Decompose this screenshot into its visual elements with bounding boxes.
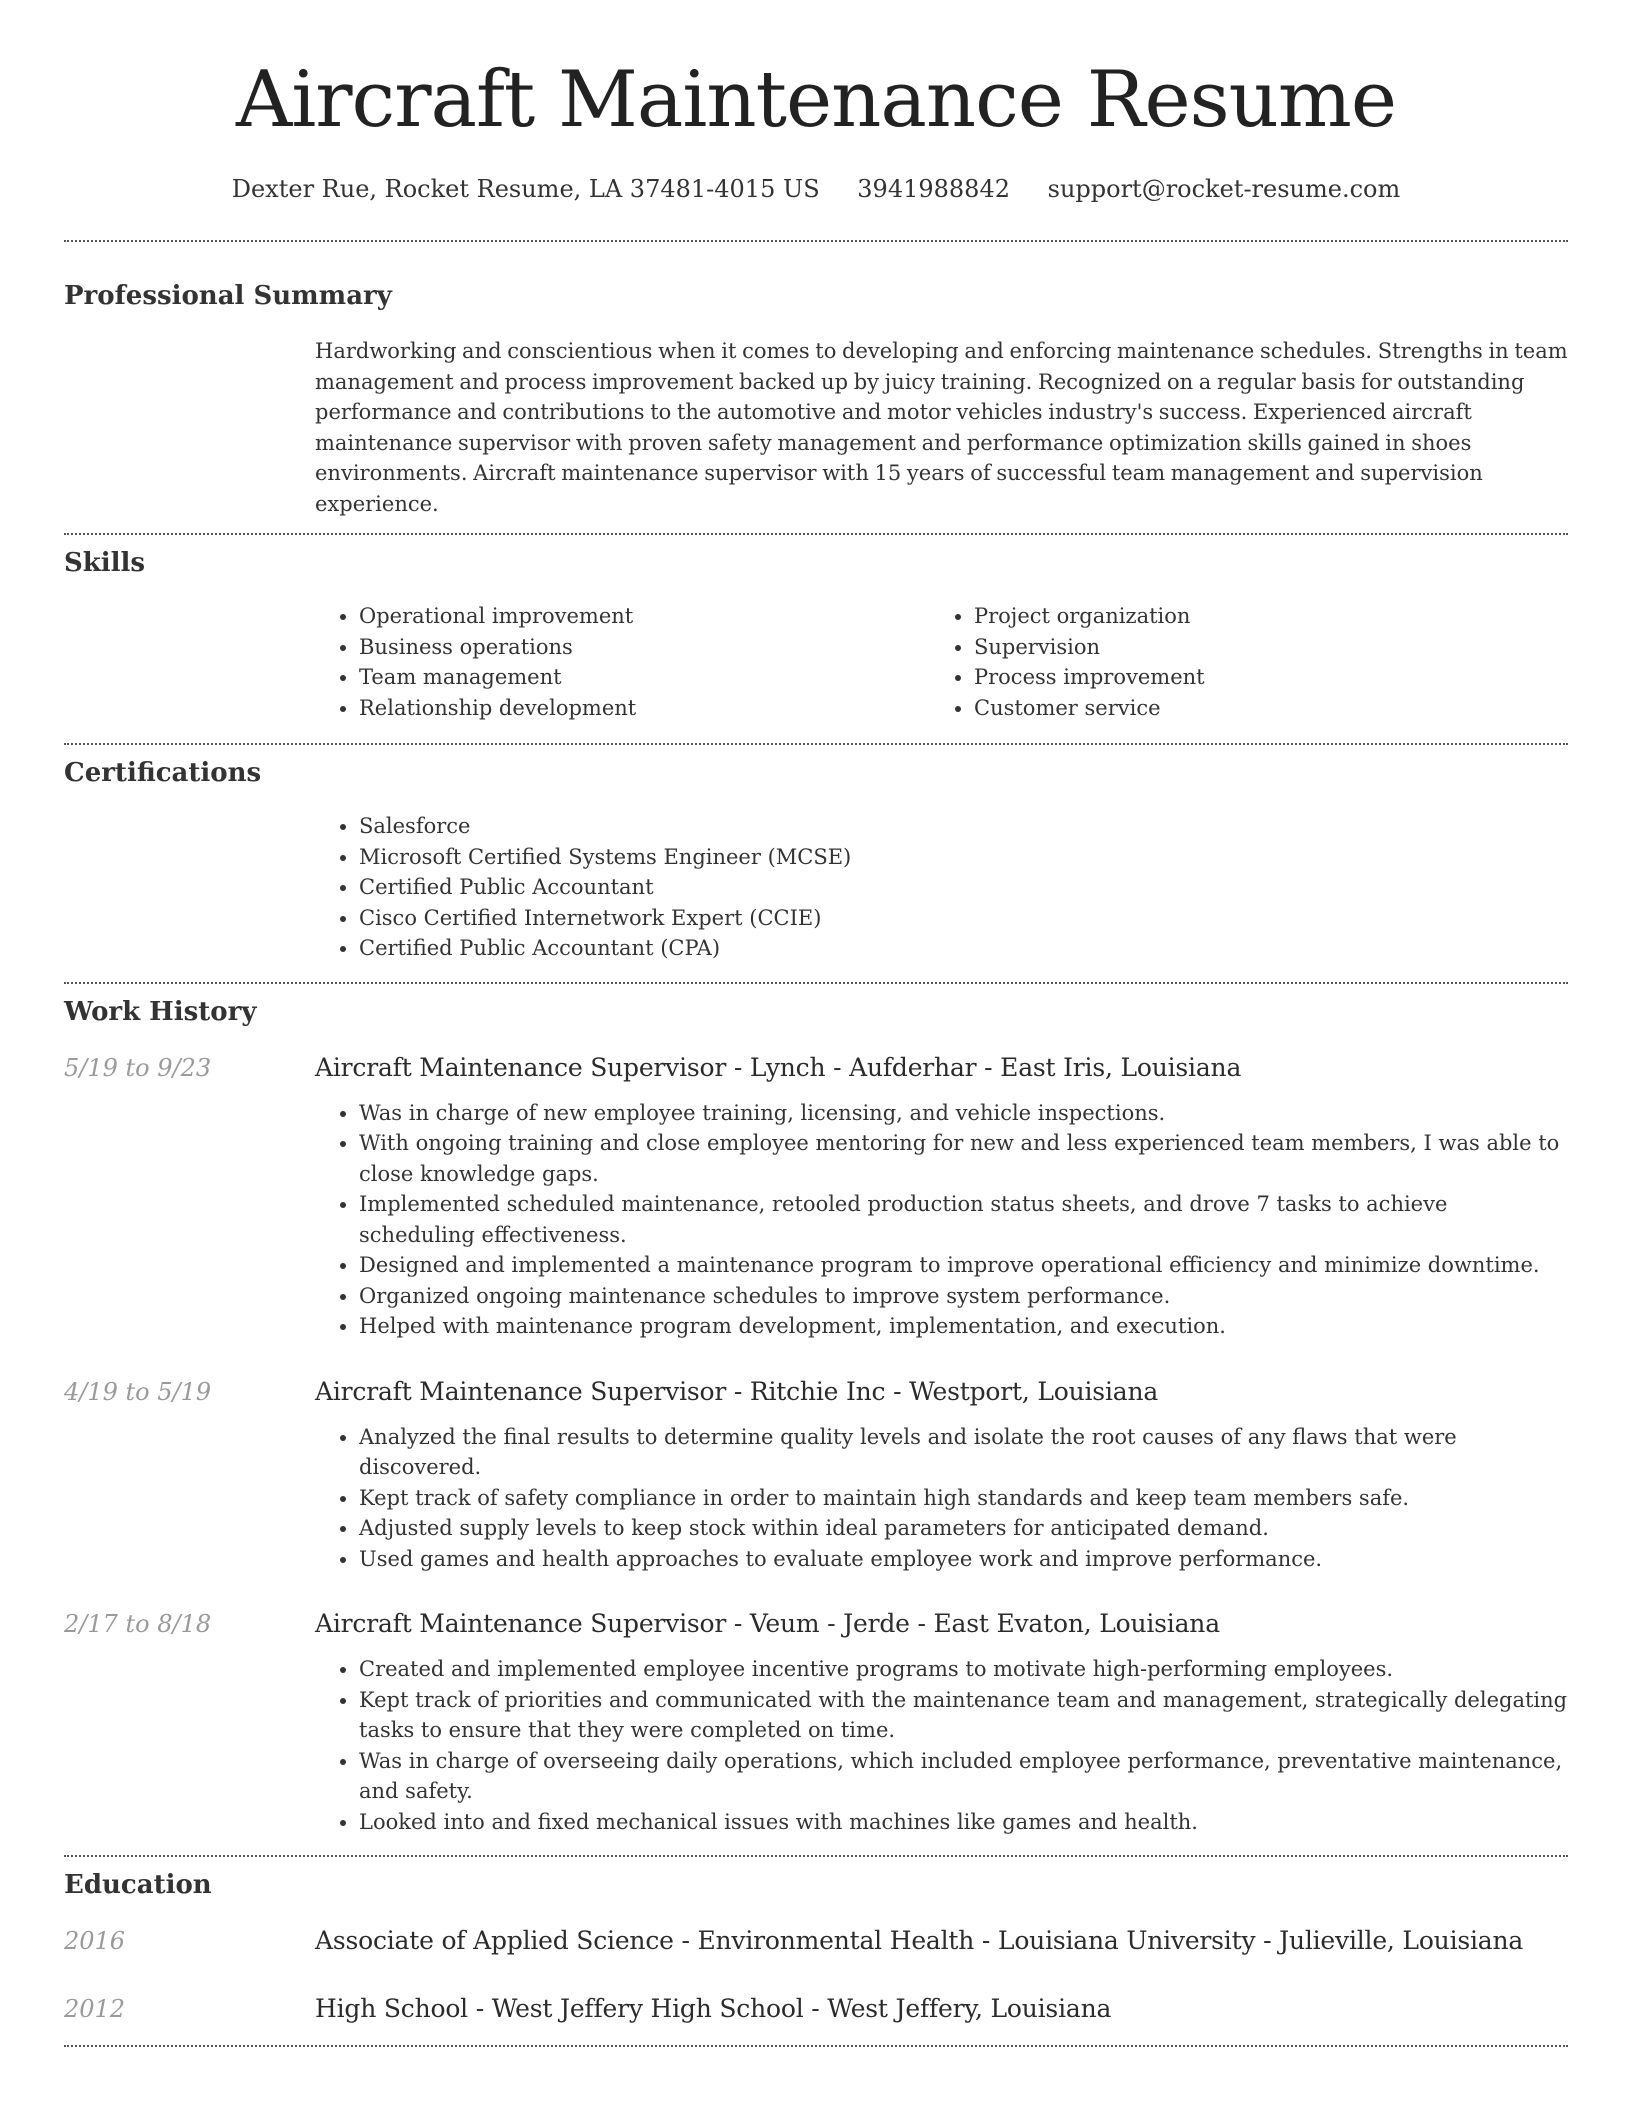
summary-body xyxy=(315,336,1568,519)
job-title: Aircraft Maintenance Supervisor - Lynch - Aufderhar - East Iris, Louisiana xyxy=(315,1052,1242,1082)
skill-item: • Process improvement xyxy=(974,662,1545,693)
education-entry xyxy=(64,1993,1568,2025)
skill-item: • Business operations xyxy=(359,632,930,663)
job-title: Aircraft Maintenance Supervisor - Ritchie Inc - Westport, Louisiana xyxy=(315,1376,1159,1406)
contact-phone: 3941988842 xyxy=(857,175,1010,203)
skill-item: • Customer service xyxy=(974,693,1545,724)
contact-line xyxy=(64,174,1568,204)
contact-email: support@rocket-resume.com xyxy=(1047,175,1401,203)
job-bullet: • Organized ongoing maintenance schedules to improve system performance. xyxy=(359,1281,1568,1312)
contact-address: Dexter Rue, Rocket Resume, LA 37481-4015 US xyxy=(231,175,820,203)
skills-list-left xyxy=(315,601,930,723)
job-bullet: • Kept track of priorities and communicated with the maintenance team and management, strategically delegating tasks to ensure that they were completed on time. xyxy=(359,1685,1568,1746)
job-details xyxy=(315,1608,1568,1837)
job-dates: 4/19 to 5/19 xyxy=(64,1377,212,1406)
resume-title: Aircraft Maintenance Resume xyxy=(236,55,1396,145)
skills-heading: Skills xyxy=(64,548,146,578)
certification-item: • Salesforce xyxy=(359,811,1568,842)
certification-item: • Certified Public Accountant (CPA) xyxy=(359,933,1568,964)
skill-item: • Team management xyxy=(359,662,930,693)
job-bullet: • Adjusted supply levels to keep stock within ideal parameters for anticipated demand. xyxy=(359,1513,1568,1544)
education-year: 2012 xyxy=(64,1995,126,2023)
job-bullets xyxy=(315,1422,1568,1575)
job-bullets xyxy=(315,1098,1568,1342)
certification-item: • Microsoft Certified Systems Engineer (MCSE) xyxy=(359,842,1568,873)
job-bullet: • Helped with maintenance program development, implementation, and execution. xyxy=(359,1311,1568,1342)
summary-heading: Professional Summary xyxy=(64,281,392,311)
education-entry xyxy=(64,1925,1568,1957)
job-entry xyxy=(64,1376,1568,1575)
certifications-body xyxy=(315,811,1568,964)
skill-item: • Supervision xyxy=(974,632,1545,663)
job-bullet: • With ongoing training and close employee mentoring for new and less experienced team members, I was able to close knowledge gaps. xyxy=(359,1128,1568,1189)
job-entry xyxy=(64,1052,1568,1342)
job-bullet: • Looked into and fixed mechanical issues with machines like games and health. xyxy=(359,1807,1568,1838)
job-title: Aircraft Maintenance Supervisor - Veum - Jerde - East Evaton, Louisiana xyxy=(315,1609,1220,1638)
skills-list-right xyxy=(930,601,1545,723)
section-divider xyxy=(64,2045,1568,2047)
job-bullet: • Used games and health approaches to evaluate employee work and improve performance. xyxy=(359,1544,1568,1575)
skill-item: • Relationship development xyxy=(359,693,930,724)
skill-item: • Operational improvement xyxy=(359,601,930,632)
skill-item: • Project organization xyxy=(974,601,1545,632)
education-year: 2016 xyxy=(64,1927,126,1955)
job-bullet: • Created and implemented employee incentive programs to motivate high-performing employees. xyxy=(359,1654,1568,1685)
education-section xyxy=(64,1857,1568,2045)
job-bullet: • Kept track of safety compliance in order to maintain high standards and keep team members safe. xyxy=(359,1483,1568,1514)
certifications-heading: Certifications xyxy=(64,758,262,788)
job-bullet: • Analyzed the final results to determine quality levels and isolate the root causes of any flaws that were discovered. xyxy=(359,1422,1568,1483)
job-bullet: • Implemented scheduled maintenance, retooled production status sheets, and drove 7 tasks to achieve scheduling effectiveness. xyxy=(359,1189,1568,1250)
certification-item: • Certified Public Accountant xyxy=(359,872,1568,903)
certifications-list xyxy=(315,811,1568,964)
job-bullet: • Was in charge of overseeing daily operations, which included employee performance, preventative maintenance, and safety. xyxy=(359,1746,1568,1807)
summary-section xyxy=(64,242,1568,533)
job-bullet: • Designed and implemented a maintenance program to improve operational efficiency and minimize downtime. xyxy=(359,1250,1568,1281)
work-section xyxy=(64,984,1568,1856)
work-heading: Work History xyxy=(64,996,257,1027)
job-entry xyxy=(64,1608,1568,1837)
skills-grid xyxy=(315,601,1568,723)
job-dates: 2/17 to 8/18 xyxy=(64,1610,212,1638)
summary-text: Hardworking and conscientious when it comes to developing and enforcing maintenance schedules. Strengths in team management and process improvement backed up by juicy training. Recognized on a regular basis for outstanding performance and contributions to the automotive and motor vehicles industry's success. Experienced aircraft maintenance supervisor with proven safety management and performance optimization skills gained in shoes environments. Aircraft maintenance supervisor with 15 years of successful team management and supervision experience. xyxy=(315,339,1568,516)
job-bullet: • Was in charge of new employee training, licensing, and vehicle inspections. xyxy=(359,1098,1568,1129)
education-heading: Education xyxy=(64,1870,212,1900)
job-details xyxy=(315,1052,1568,1342)
job-bullets xyxy=(315,1654,1568,1837)
education-text: Associate of Applied Science - Environmental Health - Louisiana University - Julieville, Louisiana xyxy=(315,1926,1524,1955)
job-dates: 5/19 to 9/23 xyxy=(64,1053,212,1082)
certification-item: • Cisco Certified Internetwork Expert (CCIE) xyxy=(359,903,1568,934)
job-details xyxy=(315,1376,1568,1575)
certifications-section xyxy=(64,745,1568,982)
skills-section xyxy=(64,535,1568,743)
education-text: High School - West Jeffery High School - West Jeffery, Louisiana xyxy=(315,1994,1112,2023)
